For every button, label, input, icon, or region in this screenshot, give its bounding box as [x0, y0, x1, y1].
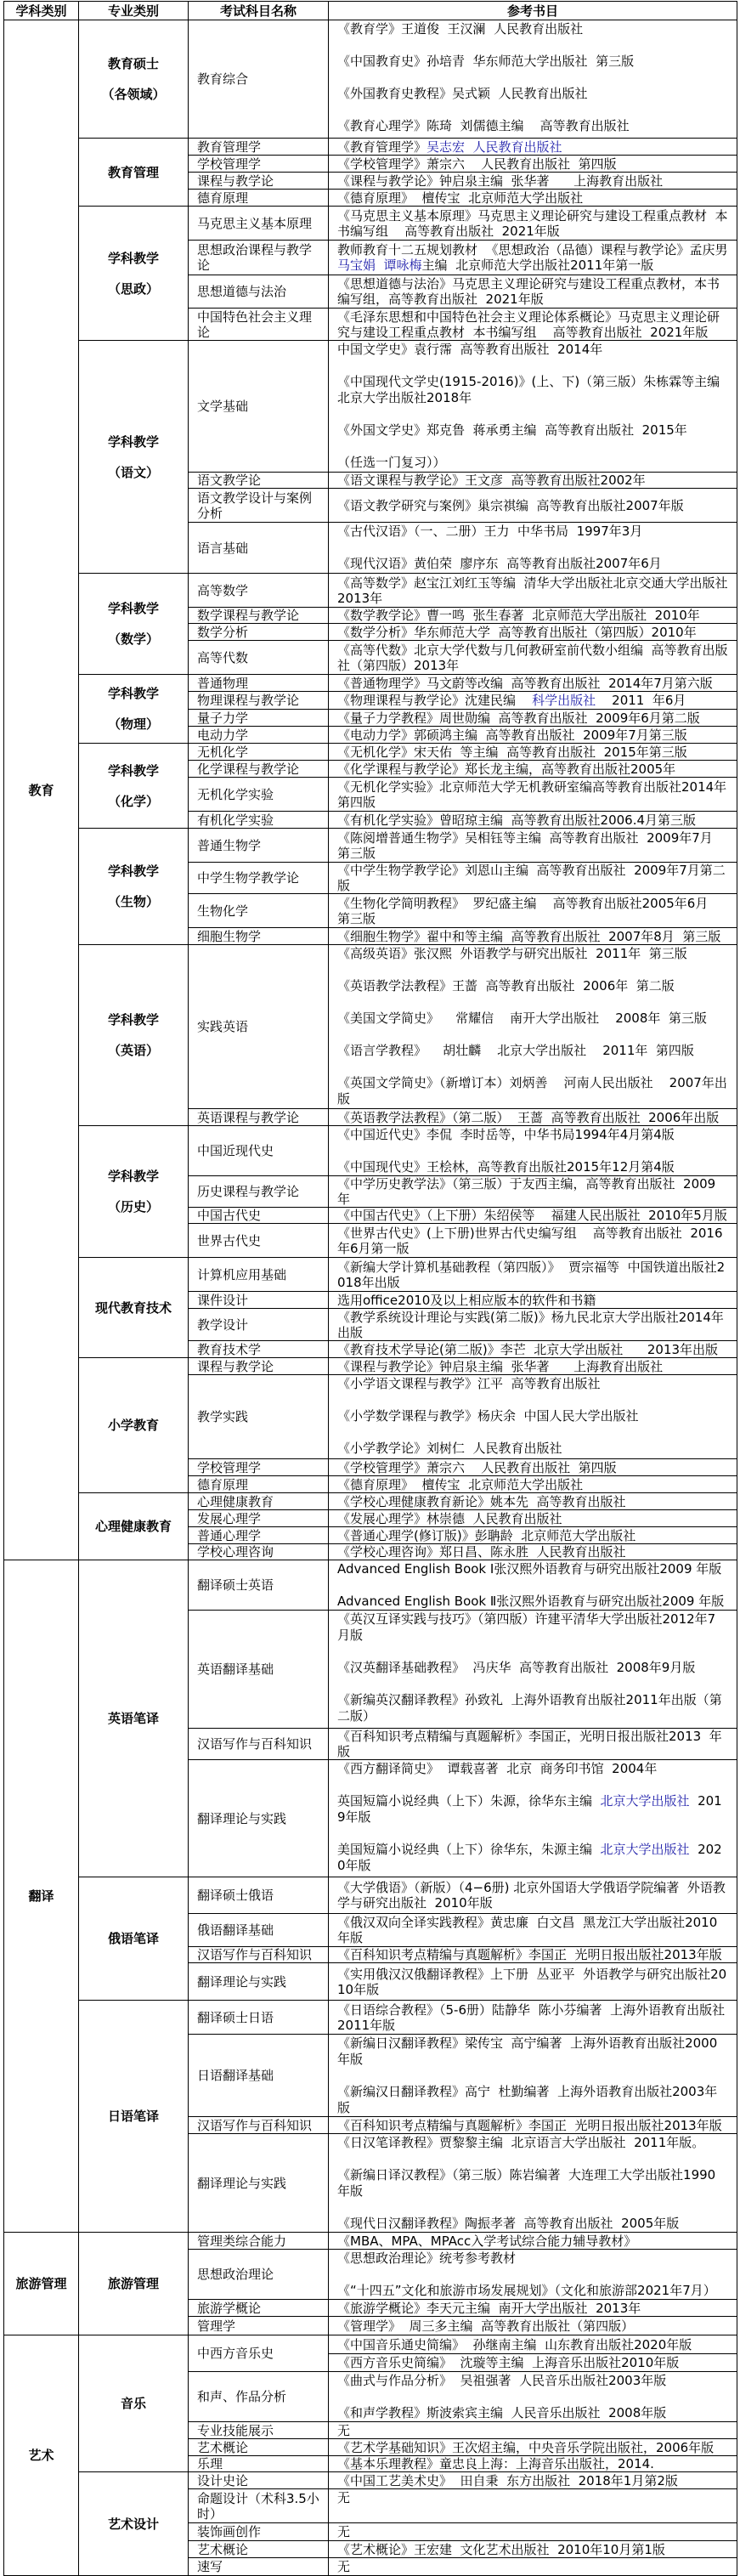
subject-cell: 翻译硕士英语 [189, 1560, 329, 1611]
subject-cell: 管理类综合能力 [189, 2233, 329, 2250]
books-cell: 《MBA、MPA、MPAcc入学考试综合能力辅导教材》 [329, 2233, 737, 2250]
subject-cell: 生物化学 [189, 894, 329, 928]
subject-cell: 无机化学 [189, 744, 329, 761]
table-row [4, 20, 737, 139]
subject-cell: 普通生物学 [189, 829, 329, 863]
subject-cell: 英语课程与教学论 [189, 1109, 329, 1126]
books-cell [329, 1760, 737, 1877]
books-cell: 《管理学》 周三多主编 高等教育出版社（第四版） [329, 2317, 737, 2335]
major-cell [79, 207, 189, 341]
table-row [4, 1258, 737, 1292]
book-entry: 《小学教学论》刘树仁 人民教育出版社 [337, 1441, 562, 1456]
books-cell: 《数学分析》华东师范大学 高等教育出版社（第四版）2010年 [329, 624, 737, 641]
major-label: 旅游管理 [107, 2276, 159, 2291]
books-cell: 《普通物理学》马文蔚等改编 高等教育出版社 2014年7月第六版 [329, 675, 737, 692]
subject-cell: 教学实践 [189, 1375, 329, 1459]
subject-cell: 命题设计（术科3.5小时） [189, 2489, 329, 2523]
books-cell: 《中国古代史》（上下册）朱绍侯等 福建人民出版社 2010年5月版 [329, 1208, 737, 1224]
subject-cell: 翻译理论与实践 [189, 1963, 329, 2001]
major-label: 音乐 [120, 2396, 146, 2411]
subject-cell: 数学分析 [189, 624, 329, 641]
book-entry [337, 1842, 728, 1874]
subject-cell: 思想政治课程与教学论 [189, 241, 329, 275]
subject-cell: 思想政治理论 [189, 2250, 329, 2300]
books-cell: 《化学课程与教学论》郑长龙主编，高等教育出版社2005年 [329, 761, 737, 778]
subject-cell: 教学设计 [189, 1309, 329, 1341]
major-cell [79, 2335, 189, 2472]
book-entry: 《英语教学法教程》王蔷 高等教育出版社 2006年 第二版 [337, 978, 675, 994]
book-entry: 《中国现代文学史(1915-2016)》(上、下)（第三版）朱栋霖等主编 北京大学出版社2018年 [337, 374, 728, 405]
major-label: 现代教育技术 [94, 1299, 172, 1316]
subject-cell: 发展心理学 [189, 1510, 329, 1527]
subject-cell: 教育综合 [189, 20, 329, 139]
books-cell: 《艺术学基础知识》王次炤主编，中央音乐学院出版社，2006年版 [329, 2439, 737, 2456]
major-cell [79, 2233, 189, 2335]
books-cell: 《语文教学研究与案例》巢宗祺编 高等教育出版社2007年版 [329, 489, 737, 523]
major-cell [79, 574, 189, 675]
table-row [4, 2335, 737, 2354]
table-row [4, 574, 737, 608]
subject-cell: 翻译理论与实践 [189, 1760, 329, 1877]
subject-cell: 文学基础 [189, 341, 329, 473]
reference-book-table [3, 1, 737, 2576]
book-entry [337, 1793, 728, 1826]
books-cell [329, 139, 737, 156]
major-cell [79, 2001, 189, 2233]
table-row [4, 2233, 737, 2250]
subject-cell: 速写 [189, 2558, 329, 2576]
subject-cell: 普通心理学 [189, 1527, 329, 1544]
subject-cell: 学校心理咨询 [189, 1544, 329, 1560]
book-entry: 中国文学史》袁行霈 高等教育出版社 2014年 [337, 342, 603, 357]
major-cell [79, 1560, 189, 1877]
major-cell [79, 744, 189, 829]
header-books: 参考书目 [329, 2, 737, 20]
subject-cell: 课程与教学论 [189, 1358, 329, 1375]
major-label: 学科教学 [107, 1169, 159, 1184]
subject-cell: 普通物理 [189, 675, 329, 692]
subject-cell: 翻译硕士俄语 [189, 1877, 329, 1914]
books-cell: 《艺术概论》王宏建 文化艺术出版社 2010年10月第1版 [329, 2541, 737, 2558]
books-cell: 选用office2010及以上相应版本的软件和书籍 [329, 1292, 737, 1309]
book-entry: 《语言学教程》 胡壮麟 北京大学出版社 2011年 第四版 [337, 1043, 694, 1058]
subject-cell: 高等代数 [189, 641, 329, 675]
subject-cell: 高等数学 [189, 574, 329, 608]
subject-cell: 翻译理论与实践 [189, 2134, 329, 2233]
subject-cell: 课件设计 [189, 1292, 329, 1309]
books-cell: 《世界古代史》(上下册)世界古代史编写组 高等教育出版社 2016年6月第一版 [329, 1224, 737, 1258]
book-entry: 《中国近代史》李侃 李时岳等，中华书局1994年4月第4版 [337, 1127, 675, 1142]
subject-cell: 教育技术学 [189, 1341, 329, 1358]
subject-cell: 艺术概论 [189, 2439, 329, 2456]
discipline-cell: 教育 [4, 20, 79, 1560]
book-highlight: 吴志宏 人民教育出版社 [426, 139, 562, 155]
book-entry: 《高级英语》张汉熙 外语教学与研究出版社 2011年 第三版 [337, 946, 687, 961]
major-sublabel: （数学） [107, 631, 159, 647]
books-cell: 《高等代数》北京大学代数与几何教研室前代数小组编 高等教育出版社（第四版）2013年 [329, 641, 737, 675]
books-cell: 《量子力学教程》周世勋编 高等教育出版社 2009年6月第二版 [329, 710, 737, 727]
books-cell: 《百科知识考点精编与真题解析》李国正 光明日报出版社2013年版 [329, 2117, 737, 2134]
book-entry: （任选一门复习）） [337, 455, 446, 470]
books-cell: 《百科知识考点精编与真题解析》李国正，光明日报出版社2013 年版 [329, 1729, 737, 1760]
books-cell: 《马克思主义基本原理》马克思主义理论研究与建设工程重点教材 本书编写组 高等教育出版社 2021年版 [329, 207, 737, 241]
book-highlight: 北京大学出版社 [600, 1842, 690, 1857]
major-label: 学科教学 [107, 863, 159, 879]
subject-cell: 学校管理学 [189, 1459, 329, 1476]
subject-cell: 化学课程与教学论 [189, 761, 329, 778]
subject-cell: 装饰画创作 [189, 2523, 329, 2541]
major-label: 心理健康教育 [94, 1519, 172, 1534]
books-cell: 《课程与教学论》钟启泉主编 张华著 上海教育出版社 [329, 173, 737, 190]
major-label: 学科教学 [107, 686, 159, 701]
major-cell [79, 1358, 189, 1493]
book-entry: 《思想政治理论》统考参考教材 [337, 2250, 517, 2266]
discipline-cell: 艺术 [4, 2335, 79, 2576]
book-entry: Advanced English Book Ⅱ张汉熙外语教育与研究出版社2009 年版 [337, 1594, 725, 1609]
header-major: 专业类别 [79, 2, 189, 20]
books-cell: 《西方音乐史简编》 沈璇等主编 上海音乐出版社2010年版 [329, 2354, 737, 2372]
books-cell: 《大学俄语》（新版）（4−6册) 北京外国语大学俄语学院编著 外语教学与研究出版社 2010年版 [329, 1877, 737, 1914]
books-cell: 无 [329, 2422, 737, 2439]
table-row [4, 675, 737, 692]
books-cell: 《高等数学》赵宝江刘红玉等编 清华大学出版社北京交通大学出版社2013年 [329, 574, 737, 608]
major-label: 学科教学 [107, 1012, 159, 1028]
book-entry: 《中国现代史》王桧林，高等教育出版社2015年12月第4版 [337, 1159, 675, 1175]
subject-cell: 世界古代史 [189, 1224, 329, 1258]
subject-cell: 汉语写作与百科知识 [189, 2117, 329, 2134]
book-entry: 《英国文学简史》（新增订本）刘炳善 河南人民出版社 2007年出版 [337, 1075, 727, 1107]
books-cell [329, 2035, 737, 2117]
books-cell: 《日语综合教程》（5-6册）陆静华 陈小芬编著 上海外语教育出版社2011年版 [329, 2001, 737, 2035]
subject-cell: 翻译硕士日语 [189, 2001, 329, 2035]
major-cell [79, 675, 189, 744]
subject-cell: 乐理 [189, 2456, 329, 2472]
major-sublabel: （各领域） [101, 87, 166, 102]
subject-cell: 旅游学概论 [189, 2300, 329, 2317]
subject-cell: 心理健康教育 [189, 1493, 329, 1510]
book-entry: 《英汉互译实践与技巧》（第四版）许建平清华大学出版社2012年7月版 [337, 1611, 716, 1643]
major-label: 学科教学 [107, 762, 159, 778]
books-cell: 《实用俄汉汉俄翻译教程》上下册 丛亚平 外语教学与研究出版社2010年版 [329, 1963, 737, 2001]
subject-cell: 德育原理 [189, 190, 329, 207]
major-cell [79, 341, 189, 574]
books-cell: 《数学教学论》曹一鸣 张生春著 北京师范大学出版社 2010年 [329, 608, 737, 624]
subject-cell: 中学生物学教学论 [189, 863, 329, 894]
subject-cell: 英语翻译基础 [189, 1611, 329, 1729]
book-entry: 《教育心理学》陈琦 刘儒德主编 高等教育出版社 [337, 118, 630, 133]
major-label: 教育硕士 [107, 56, 159, 71]
books-cell: 《课程与教学论》钟启泉主编 张华著 上海教育出版社 [329, 1358, 737, 1375]
major-label: 学科教学 [107, 433, 159, 450]
subject-cell: 管理学 [189, 2317, 329, 2335]
book-entry: 《美国文学简史》 常耀信 南开大学出版社 2008年 第三版 [337, 1011, 707, 1026]
table-row [4, 207, 737, 241]
books-cell: 《生物化学简明教程》 罗纪盛主编 高等教育出版社2005年6月 第三版 [329, 894, 737, 928]
discipline-cell: 翻译 [4, 1560, 79, 2233]
subject-cell: 和声、作品分析 [189, 2372, 329, 2422]
books-cell: 《学校管理学》萧宗六 人民教育出版社 第四版 [329, 156, 737, 173]
book-text: 《教育管理学》 [337, 139, 427, 155]
book-entry: 《教育学》王道俊 王汉澜 人民教育出版社 [337, 21, 584, 37]
book-entry: 《新编日汉翻译教程》梁传宝 高宁编著 上海外语教育出版社2000年版 [337, 2035, 718, 2067]
books-cell: 无 [329, 2489, 737, 2523]
header-subject: 考试科目名称 [189, 2, 329, 20]
books-cell: 《中国音乐通史简编》 孙继南主编 山东教育出版社2020年版 [329, 2335, 737, 2354]
books-cell: 《思想道德与法治》马克思主义理论研究与建设工程重点教材，本书编写组，高等教育出版社 2021年版 [329, 275, 737, 309]
book-entry: 《外国文学史》郑克鲁 蒋承勇主编 高等教育出版社 2015年 [337, 422, 687, 438]
book-highlight: 马宝娟 谭咏梅 [337, 258, 422, 273]
books-cell: 《俄汉双向全译实践教程》黄忠廉 白文昌 黑龙江大学出版社2010年版 [329, 1914, 737, 1947]
major-sublabel: （思政） [107, 280, 159, 297]
subject-cell: 俄语翻译基础 [189, 1914, 329, 1947]
subject-cell: 中西方音乐史 [189, 2335, 329, 2372]
book-entry: 《“十四五”文化和旅游市场发展规划》（文化和旅游部2021年7月） [337, 2283, 716, 2298]
major-sublabel: （生物） [107, 894, 159, 909]
book-text: 美国短篇小说经典（上下）徐华东，朱源主编 [337, 1842, 601, 1857]
major-cell [79, 20, 189, 139]
book-entry: 《西方翻译简史》 谭载喜著 北京 商务印书馆 2004年 [337, 1761, 658, 1776]
table-row [4, 2001, 737, 2035]
book-entry: 《曲式与作品分析》 吴祖强著 人民音乐出版社2003年版 [337, 2373, 667, 2388]
book-entry: 《现代日汉翻译教程》陶振孝著 高等教育出版社 2005年版 [337, 2216, 680, 2231]
subject-cell: 教育管理学 [189, 139, 329, 156]
major-cell [79, 829, 189, 945]
books-cell: 《德育原理》 檀传宝 北京师范大学出版社 [329, 190, 737, 207]
subject-cell: 中国特色社会主义理论 [189, 309, 329, 341]
books-cell: 《普通心理学(修订版)》彭聃龄 北京师范大学出版社 [329, 1527, 737, 1544]
major-label: 教育管理 [107, 164, 159, 180]
subject-cell: 语言基础 [189, 523, 329, 574]
subject-cell: 思想道德与法治 [189, 275, 329, 309]
books-cell: 《百科知识考点精编与真题解析》李国正 光明日报出版社2013年版 [329, 1947, 737, 1963]
books-cell: 《中国工艺美术史》 田自秉 东方出版社 2018年1月第2版 [329, 2472, 737, 2489]
major-sublabel: （化学） [107, 793, 159, 809]
table-row [4, 744, 737, 761]
table-header-row [4, 2, 737, 20]
major-cell [79, 1126, 189, 1258]
book-text: 英国短篇小说经典（上下）朱源，徐华东主编 [337, 1793, 601, 1809]
book-entry: Advanced English Book Ⅰ张汉熙外语教育与研究出版社2009 年版 [337, 1561, 722, 1577]
book-highlight: 北京大学出版社 [600, 1793, 690, 1809]
major-cell [79, 1493, 189, 1560]
table-row [4, 829, 737, 863]
table-row [4, 2472, 737, 2489]
book-entry: 《小学数学课程与教学》杨庆余 中国人民大学出版社 [337, 1408, 639, 1424]
table-row [4, 945, 737, 1109]
discipline-cell: 旅游管理 [4, 2233, 79, 2335]
table-row [4, 1358, 737, 1375]
major-sublabel: （历史） [107, 1199, 159, 1214]
subject-cell: 历史课程与教学论 [189, 1176, 329, 1208]
books-cell: 《教育技术学导论(第二版)》李芒 北京大学出版社 2013年出版 [329, 1341, 737, 1358]
books-cell [329, 1375, 737, 1459]
major-label: 学科教学 [107, 601, 159, 616]
table-row [4, 341, 737, 473]
subject-cell: 马克思主义基本原理 [189, 207, 329, 241]
books-cell: 《电动力学》郭硕鸿主编 高等教育出版社 2009年7月第三版 [329, 727, 737, 744]
books-cell: 《毛泽东思想和中国特色社会主义理论体系概论》马克思主义理论研究与建设工程重点教材 本书编写组 高等教育出版社 2021年版 [329, 309, 737, 341]
books-cell: 无 [329, 2558, 737, 2576]
books-cell: 无 [329, 2523, 737, 2541]
major-cell [79, 1877, 189, 2001]
book-text: 2020年版 [337, 1842, 722, 1873]
table-row [4, 1560, 737, 1611]
books-cell: 《学校心理咨询》郑日昌、陈永胜 人民教育出版社 [329, 1544, 737, 1560]
books-cell [329, 523, 737, 574]
book-text: 2011 年6月 [596, 693, 686, 708]
major-sublabel: （语文） [107, 464, 159, 480]
book-entry: 《汉英翻译基础教程》 冯庆华 高等教育出版社 2008年9月版 [337, 1660, 696, 1675]
books-cell: 《中学生物学教学论》刘恩山主编 高等教育出版社 2009年7月第二版 [329, 863, 737, 894]
books-cell [329, 2372, 737, 2422]
subject-cell: 实践英语 [189, 945, 329, 1109]
subject-cell: 汉语写作与百科知识 [189, 1729, 329, 1760]
book-text: 教师教育十二五规划教材 《思想政治（品德）课程与教学论》孟庆男 [337, 242, 737, 258]
subject-cell: 语文教学论 [189, 473, 329, 489]
subject-cell: 课程与教学论 [189, 173, 329, 190]
book-entry: 《新编汉日翻译教程》高宁 杜勤编著 上海外语教育出版社2003年版 [337, 2084, 718, 2115]
major-cell [79, 2472, 189, 2576]
subject-cell: 中国古代史 [189, 1208, 329, 1224]
book-entry: 《新编英汉翻译教程》孙致礼 上海外语教育出版社2011年出版（第二版） [337, 1692, 722, 1724]
books-cell [329, 1611, 737, 1729]
books-cell [329, 20, 737, 139]
subject-cell: 细胞生物学 [189, 928, 329, 945]
books-cell: 《英语教学法教程》（第二版） 王蔷 高等教育出版社 2006年出版 [329, 1109, 737, 1126]
subject-cell: 量子力学 [189, 710, 329, 727]
books-cell: 《发展心理学》林崇德 人民教育出版社 [329, 1510, 737, 1527]
book-text: 2019年版 [337, 1793, 722, 1825]
subject-cell: 学校管理学 [189, 156, 329, 173]
subject-cell: 设计史论 [189, 2472, 329, 2489]
books-cell: 《德育原理》 檀传宝 北京师范大学出版社 [329, 1476, 737, 1493]
books-cell [329, 1126, 737, 1176]
book-entry: 《古代汉语》（一、二册）王力 中华书局 1997年3月 [337, 524, 643, 539]
book-text: 《物理课程与教学论》沈建民编 [337, 693, 533, 708]
table-row [4, 1877, 737, 1914]
book-entry: 《中国教育史》孙培青 华东师范大学出版社 第三版 [337, 54, 635, 69]
major-label: 艺术设计 [107, 2516, 159, 2532]
books-cell: 《学校心理健康教育新论》姚本先 高等教育出版社 [329, 1493, 737, 1510]
subject-cell: 艺术概论 [189, 2541, 329, 2558]
subject-cell: 专业技能展示 [189, 2422, 329, 2439]
table-row [4, 1126, 737, 1176]
book-entry: 《现代汉语》黄伯荣 廖序东 高等教育出版社2007年6月 [337, 556, 662, 571]
table-row [4, 139, 737, 156]
subject-cell: 语文教学设计与案例分析 [189, 489, 329, 523]
major-cell [79, 945, 189, 1126]
book-entry: 《外国教育史教程》吴式颖 人民教育出版社 [337, 86, 588, 101]
major-sublabel: （物理） [107, 716, 159, 732]
subject-cell: 中国近现代史 [189, 1126, 329, 1176]
subject-cell: 物理课程与教学论 [189, 692, 329, 710]
book-entry: 《日汉笔译教程》贾黎黎主编 北京语言大学出版社 2011年版。 [337, 2135, 705, 2150]
book-entry: 《小学语文课程与教学》江平 高等教育出版社 [337, 1376, 601, 1391]
subject-cell: 无机化学实验 [189, 778, 329, 812]
subject-cell: 数学课程与教学论 [189, 608, 329, 624]
books-cell [329, 2134, 737, 2233]
book-highlight: 科学出版社 [532, 693, 596, 708]
books-cell [329, 2250, 737, 2300]
books-cell: 《无机化学》宋天佑 等主编 高等教育出版社 2015年第三版 [329, 744, 737, 761]
books-cell: 《学校管理学》萧宗六 人民教育出版社 第四版 [329, 1459, 737, 1476]
major-sublabel: （英语） [107, 1043, 159, 1058]
major-cell [79, 139, 189, 207]
books-cell: 《无机化学实验》北京师范大学无机教研室编高等教育出版社2014年第四版 [329, 778, 737, 812]
books-cell [329, 692, 737, 710]
books-cell: 《新编大学计算机基础教程（第四版）》 贾宗福等 中国铁道出版社2018年出版 [329, 1258, 737, 1292]
books-cell [329, 1560, 737, 1611]
major-label: 学科教学 [107, 250, 159, 266]
major-label: 小学教育 [107, 1418, 159, 1433]
books-cell: 《陈阅增普通生物学》吴相钰等主编 高等教育出版社 2009年7月 第三版 [329, 829, 737, 863]
subject-cell: 计算机应用基础 [189, 1258, 329, 1292]
major-cell [79, 1258, 189, 1358]
books-cell: 《有机化学实验》曾昭琼主编 高等教育出版社2006.4月第三版 [329, 812, 737, 829]
subject-cell: 汉语写作与百科知识 [189, 1947, 329, 1963]
books-cell: 《细胞生物学》翟中和等主编 高等教育出版社 2007年8月 第三版 [329, 928, 737, 945]
major-label: 英语笔译 [107, 1711, 159, 1726]
subject-cell: 日语翻译基础 [189, 2035, 329, 2117]
books-cell: 《基本乐理教程》童忠良上海：上海音乐出版社，2014. [329, 2456, 737, 2472]
book-text: 主编 北京师范大学出版社2011年第一版 [421, 258, 654, 273]
major-label: 俄语笔译 [107, 1931, 159, 1946]
books-cell [329, 341, 737, 473]
books-cell: 《教学系统设计理论与实践(第二版)》杨九民北京大学出版社2014年出版 [329, 1309, 737, 1341]
table-row [4, 1493, 737, 1510]
books-cell: 《旅游学概论》李天元主编 南开大学出版社 2013年 [329, 2300, 737, 2317]
header-discipline: 学科类别 [4, 2, 79, 20]
subject-cell: 电动力学 [189, 727, 329, 744]
book-entry: 《和声学教程》斯波索宾主编 人民音乐出版社 2008年版 [337, 2405, 667, 2420]
books-cell [329, 945, 737, 1109]
books-cell [329, 241, 737, 275]
subject-cell: 有机化学实验 [189, 812, 329, 829]
subject-cell: 德育原理 [189, 1476, 329, 1493]
book-entry: 《新编日译汉教程》（第三版）陈岩编著 大连理工大学出版社1990年版 [337, 2167, 716, 2199]
books-cell: 《中学历史教学法》（第三版）于友西主编，高等教育出版社 2009年 [329, 1176, 737, 1208]
major-label: 日语笔译 [107, 2109, 159, 2124]
books-cell: 《语文课程与教学论》王文彦 高等教育出版社2002年 [329, 473, 737, 489]
